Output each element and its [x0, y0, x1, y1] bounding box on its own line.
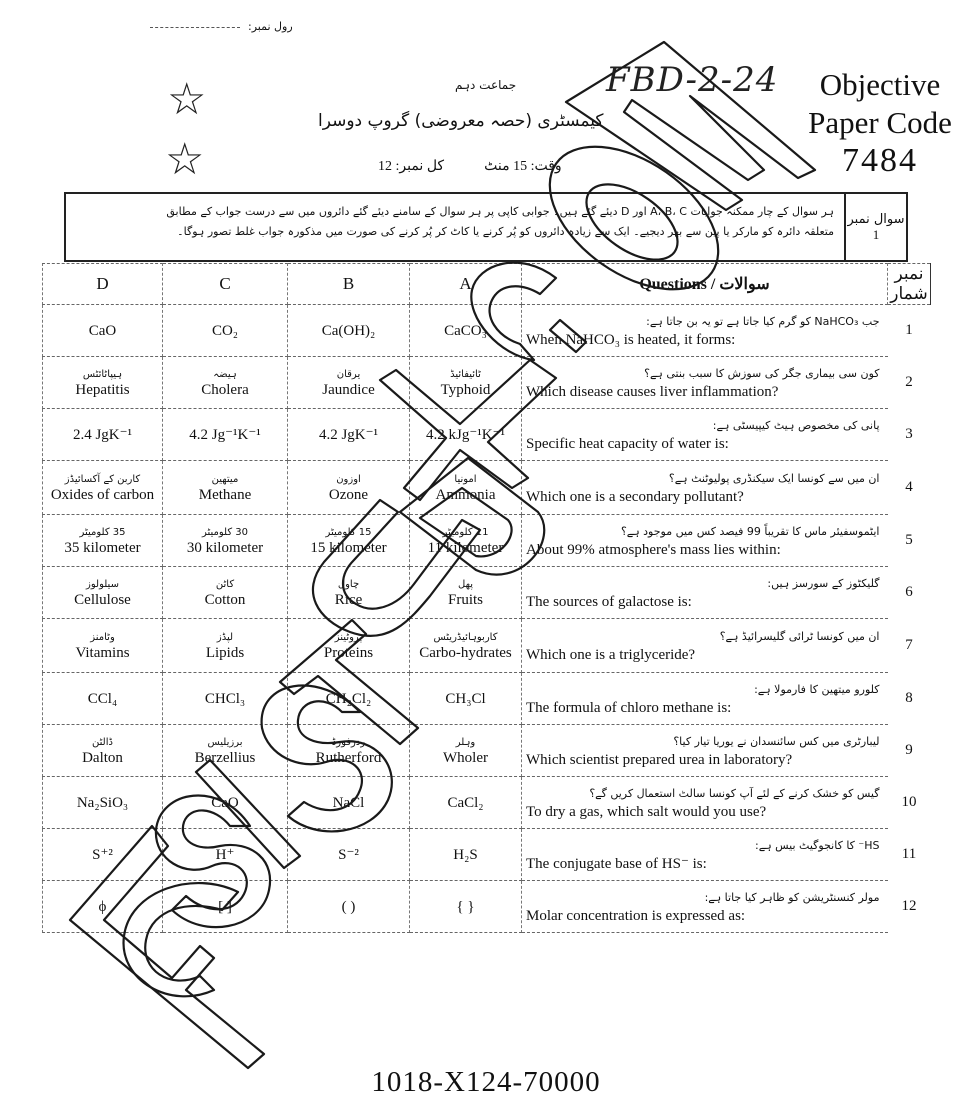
option-d-text: CaO — [88, 322, 117, 339]
option-c-urdu: کاٹن — [215, 578, 235, 590]
option-b-urdu: یرقان — [336, 368, 361, 380]
question-english: When NaHCO₃ is heated, it forms: — [526, 331, 736, 348]
question-number: 8 — [905, 690, 913, 706]
option-d-text: S⁺² — [92, 846, 113, 863]
table-row — [43, 619, 931, 673]
option-d-urdu: کاربن کے آکسائیڈز — [64, 473, 141, 485]
question-cell — [522, 881, 888, 933]
question-cell — [522, 619, 888, 673]
option-c-urdu: 30 کلومیٹر — [201, 526, 249, 538]
option-a-cell — [410, 725, 522, 777]
option-d-cell — [43, 515, 163, 567]
table-row — [43, 673, 931, 725]
option-b-cell — [288, 461, 410, 515]
question-number: 12 — [901, 898, 917, 914]
option-c-cell — [163, 515, 288, 567]
handwritten-note: FBD-2-24 — [606, 60, 779, 100]
question-number: 1 — [872, 226, 880, 242]
question-number: 3 — [905, 426, 913, 442]
option-c-urdu: ہیضہ — [213, 368, 237, 380]
questions-table — [42, 263, 931, 933]
question-urdu: ان میں کونسا ٹرائی گلیسرائیڈ ہے؟ — [719, 629, 880, 643]
subject-title: کیمسٹری (حصہ معروضی) گروپ دوسرا — [318, 111, 604, 131]
option-a-cell — [410, 409, 522, 461]
question-urdu: گلیکٹوز کے سورسز ہیں: — [767, 576, 880, 590]
header-option-a: A — [410, 264, 522, 305]
question-number: 5 — [905, 532, 913, 548]
option-a-text: 11 kilometer — [427, 539, 504, 556]
option-a-urdu: امونیا — [454, 473, 477, 485]
option-d-text: ϕ — [98, 898, 107, 915]
table-row — [43, 409, 931, 461]
question-english: Which disease causes liver inflammation? — [526, 383, 779, 400]
question-english: The sources of galactose is: — [526, 593, 692, 610]
option-b-text: CH₂Cl₂ — [325, 690, 372, 707]
roll-number-field — [150, 20, 293, 33]
option-c-cell — [163, 829, 288, 881]
roll-number-label: رول نمبر: — [248, 20, 293, 33]
question-cell — [522, 777, 888, 829]
question-urdu: ایٹموسفیئر ماس کا تقریباً 99 فیصد کس میں موجود ہے؟ — [620, 524, 880, 538]
star-icon: ☆ — [165, 134, 205, 185]
option-b-text: S⁻² — [338, 846, 359, 863]
option-c-cell — [163, 567, 288, 619]
option-d-urdu: ہیپاٹائٹس — [82, 368, 123, 380]
option-a-urdu: وہلر — [455, 736, 476, 748]
option-b-urdu: چاول — [337, 578, 360, 590]
option-c-cell — [163, 357, 288, 409]
option-a-urdu: 11 کلومیٹر — [442, 526, 489, 538]
paper-code-block — [790, 66, 970, 180]
option-c-cell — [163, 305, 288, 357]
instructions-text — [66, 194, 844, 260]
option-b-cell — [288, 673, 410, 725]
question-english: Which scientist prepared urea in laboratory? — [526, 751, 793, 768]
option-b-text: ( ) — [341, 898, 356, 915]
option-c-urdu: برزیلیس — [207, 736, 243, 748]
table-row — [43, 461, 931, 515]
question-english: Which one is a triglyceride? — [526, 646, 696, 663]
question-urdu: لیبارٹری میں کس سائنسدان نے یوریا تیار کیا؟ — [673, 734, 880, 748]
option-d-urdu: سیلولوز — [86, 578, 119, 590]
option-b-cell — [288, 357, 410, 409]
header-option-c: C — [163, 264, 288, 305]
option-a-text: CaCO₃ — [444, 322, 487, 339]
option-d-text: Vitamins — [75, 644, 130, 661]
question-urdu: جب NaHCO₃ کو گرم کیا جاتا ہے تو یہ بن جاتا ہے: — [646, 314, 880, 328]
option-b-cell — [288, 777, 410, 829]
question-english: Which one is a secondary pollutant? — [526, 488, 744, 505]
option-a-cell — [410, 673, 522, 725]
option-b-cell — [288, 567, 410, 619]
question-urdu: کلورو میتھین کا فارمولا ہے: — [754, 682, 880, 696]
option-d-text: Oxides of carbon — [50, 486, 155, 503]
instructions-box — [64, 192, 908, 262]
option-c-text: Cotton — [204, 591, 246, 608]
question-number: 2 — [905, 374, 913, 390]
total-marks-label: کل نمبر: 12 — [378, 159, 445, 174]
option-b-cell — [288, 725, 410, 777]
option-c-cell — [163, 619, 288, 673]
header-questions: Questions / سوالات — [522, 264, 888, 305]
time-label: وقت: 15 منٹ — [484, 159, 562, 174]
header-option-b: B — [288, 264, 410, 305]
option-b-text: Ozone — [328, 486, 369, 503]
option-a-text: Wholer — [443, 749, 488, 766]
option-b-text: Proteins — [323, 644, 374, 661]
option-a-text: H₂S — [453, 846, 478, 863]
question-cell — [522, 673, 888, 725]
option-c-text: 4.2 Jg⁻¹K⁻¹ — [189, 426, 261, 443]
question-urdu: HS⁻ کا کانجوگیٹ بیس ہے: — [755, 838, 880, 852]
option-c-urdu: لپڈز — [216, 631, 234, 643]
option-c-text: [ ] — [218, 898, 232, 915]
option-b-cell — [288, 829, 410, 881]
question-urdu: ان میں سے کونسا ایک سیکنڈری پولیوٹنٹ ہے؟ — [668, 471, 880, 485]
option-a-cell — [410, 829, 522, 881]
option-c-text: Berzellius — [194, 749, 256, 766]
option-a-cell — [410, 777, 522, 829]
option-b-text: Jaundice — [322, 381, 375, 398]
option-b-urdu: پروٹینز — [334, 631, 363, 643]
option-a-cell — [410, 567, 522, 619]
option-b-cell — [288, 515, 410, 567]
question-urdu: گیس کو خشک کرنے کے لئے آپ کونسا سالٹ استعمال کریں گے؟ — [589, 786, 880, 800]
paper-code-label: Paper Code — [808, 105, 952, 140]
question-number: 6 — [905, 584, 913, 600]
option-b-urdu: اوزون — [336, 473, 361, 485]
option-a-urdu: کاربوہائیڈریٹس — [433, 631, 498, 643]
header-serial: نمبر شمار — [888, 264, 931, 305]
option-c-cell — [163, 461, 288, 515]
question-english: Specific heat capacity of water is: — [526, 435, 729, 452]
table-row — [43, 357, 931, 409]
table-row — [43, 829, 931, 881]
option-d-text: Dalton — [82, 749, 123, 766]
instructions-line-2: متعلقہ دائرہ کو مارکر یا پین سے بھر دیجیے۔ ایک سے زیادہ دائروں کو پُر کرنے یا کاٹ کر پُر کرنے کی صورت میں مذکورہ جواب غلط تصور ہوگا۔ — [177, 225, 834, 238]
question-urdu: کون سی بیماری جگر کی سوزش کا سبب بنتی ہے؟ — [644, 366, 880, 380]
option-c-text: Lipids — [205, 644, 245, 661]
question-english: To dry a gas, which salt would you use? — [526, 803, 767, 820]
option-d-cell — [43, 881, 163, 933]
question-number: 11 — [901, 846, 917, 862]
option-b-urdu: 15 کلومیٹر — [325, 526, 372, 538]
option-a-text: CaCl₂ — [447, 794, 484, 811]
question-cell — [522, 829, 888, 881]
option-d-cell — [43, 567, 163, 619]
question-english: Molar concentration is expressed as: — [526, 907, 746, 924]
option-a-cell — [410, 881, 522, 933]
option-b-cell — [288, 881, 410, 933]
option-a-text: { } — [456, 898, 475, 915]
question-number: 4 — [905, 479, 913, 495]
option-d-cell — [43, 461, 163, 515]
option-d-cell — [43, 777, 163, 829]
option-c-cell — [163, 725, 288, 777]
table-row — [43, 881, 931, 933]
table-row — [43, 725, 931, 777]
option-a-text: Carbo-hydrates — [419, 644, 512, 661]
option-a-cell — [410, 461, 522, 515]
roll-number-blank — [150, 26, 240, 28]
option-d-urdu: 35 کلومیٹر — [79, 526, 126, 538]
option-a-text: Fruits — [447, 591, 483, 608]
option-a-cell — [410, 305, 522, 357]
option-c-urdu: میتھین — [211, 473, 239, 485]
option-b-text: 15 kilometer — [310, 539, 387, 556]
option-a-urdu: پھل — [458, 578, 473, 590]
option-b-cell — [288, 305, 410, 357]
question-number: 9 — [905, 742, 913, 758]
option-d-text: 35 kilometer — [64, 539, 141, 556]
question-urdu: مولر کنسنٹریشن کو ظاہر کیا جاتا ہے: — [704, 890, 880, 904]
option-d-text: Cellulose — [74, 591, 131, 608]
question-english: About 99% atmosphere's mass lies within: — [526, 541, 781, 558]
footer-code: 1018-X124-70000 — [371, 1066, 601, 1098]
option-d-cell — [43, 305, 163, 357]
option-b-cell — [288, 409, 410, 461]
table-row — [43, 305, 931, 357]
option-c-cell — [163, 881, 288, 933]
star-icon: ☆ — [167, 74, 207, 125]
option-d-cell — [43, 619, 163, 673]
table-header-row — [43, 264, 931, 305]
option-a-cell — [410, 515, 522, 567]
question-cell — [522, 305, 888, 357]
option-d-cell — [43, 725, 163, 777]
class-label: جماعت دہم — [455, 78, 517, 92]
paper-code: 7484 — [842, 142, 918, 179]
option-b-cell — [288, 619, 410, 673]
option-c-cell — [163, 777, 288, 829]
option-a-text: 4.2 kJg⁻¹K⁻¹ — [426, 426, 505, 443]
question-cell — [522, 461, 888, 515]
option-d-urdu: ڈالٹن — [92, 736, 113, 748]
question-cell — [522, 567, 888, 619]
option-c-cell — [163, 409, 288, 461]
option-a-text: Typhoid — [440, 381, 491, 398]
option-a-urdu: ٹائیفائیڈ — [450, 368, 481, 380]
option-d-cell — [43, 357, 163, 409]
objective-label: Objective — [819, 67, 941, 102]
instructions-line-1: ہر سوال کے چار ممکنہ جوابات A، B، C اور D دیئے گئے ہیں۔ جوابی کاپی پر ہر سوال کے سامنے دیئے گئے دائروں میں سے درست جواب کے مطابق — [166, 205, 834, 218]
option-b-text: NaCl — [332, 794, 365, 811]
question-english: The formula of chloro methane is: — [526, 699, 732, 716]
option-d-urdu: وٹامنز — [90, 631, 115, 643]
option-c-cell — [163, 673, 288, 725]
option-c-text: Cholera — [201, 381, 249, 398]
option-c-text: CaO — [211, 794, 239, 811]
question-english: The conjugate base of HS⁻ is: — [526, 855, 707, 872]
option-d-text: CCl₄ — [87, 690, 118, 707]
option-b-urdu: ردرفورڈ — [331, 736, 366, 748]
question-cell — [522, 357, 888, 409]
table-row — [43, 515, 931, 567]
option-a-cell — [410, 357, 522, 409]
option-c-text: CO₂ — [211, 322, 239, 339]
question-number-label: سوال نمبر — [847, 211, 905, 227]
table-row — [43, 777, 931, 829]
question-cell — [522, 515, 888, 567]
question-urdu: پانی کی مخصوص ہیٹ کیپیسٹی ہے: — [712, 418, 880, 432]
option-c-text: CHCl₃ — [204, 690, 246, 707]
option-d-text: Hepatitis — [75, 381, 130, 398]
option-b-text: Ca(OH)₂ — [321, 322, 376, 339]
option-c-text: H⁺ — [215, 846, 235, 863]
option-d-cell — [43, 829, 163, 881]
header-option-d: D — [43, 264, 163, 305]
option-d-cell — [43, 673, 163, 725]
question-number-box — [844, 194, 906, 260]
question-number: 7 — [905, 637, 913, 653]
option-a-cell — [410, 619, 522, 673]
option-c-text: Methane — [198, 486, 252, 503]
exam-meta — [378, 158, 562, 175]
option-d-cell — [43, 409, 163, 461]
option-a-text: CH₃Cl — [445, 690, 486, 707]
option-b-text: Rutherford — [315, 749, 382, 766]
question-cell — [522, 725, 888, 777]
question-number: 1 — [905, 322, 913, 339]
option-d-text: 2.4 JgK⁻¹ — [72, 426, 133, 443]
option-d-text: Na₂SiO₃ — [76, 794, 129, 811]
question-number: 10 — [901, 794, 917, 810]
option-b-text: Rice — [334, 591, 363, 608]
question-cell — [522, 409, 888, 461]
option-b-text: 4.2 JgK⁻¹ — [318, 426, 379, 443]
table-row — [43, 567, 931, 619]
option-c-text: 30 kilometer — [186, 539, 264, 556]
option-a-text: Ammonia — [435, 486, 496, 503]
